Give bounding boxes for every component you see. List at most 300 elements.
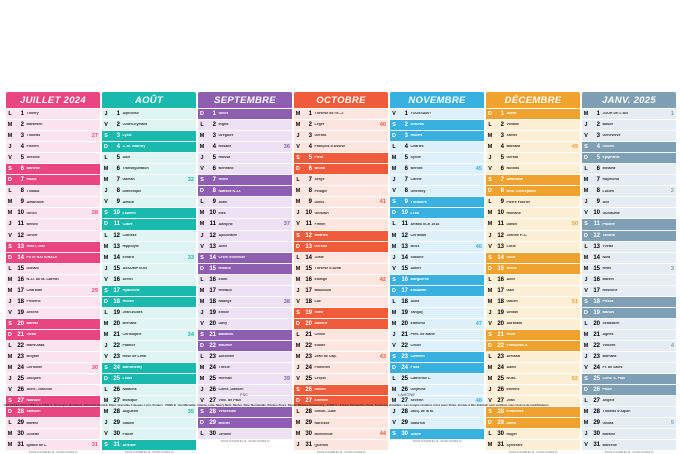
day-row[interactable] <box>294 308 388 319</box>
day-letter: V <box>488 243 492 250</box>
saint-label: Séverin <box>410 399 424 403</box>
day-number: 9 <box>596 199 600 206</box>
day-row[interactable] <box>102 142 196 153</box>
saint-label: Marcel <box>602 277 614 281</box>
day-row[interactable] <box>6 297 100 308</box>
day-number: 10 <box>401 210 408 217</box>
day-row[interactable] <box>582 164 676 175</box>
day-row[interactable] <box>294 352 388 363</box>
day-letter: M <box>295 354 301 361</box>
day-number: 5 <box>404 155 408 162</box>
day-row[interactable] <box>390 286 484 297</box>
day-row[interactable] <box>390 297 484 308</box>
day-row[interactable] <box>294 186 388 197</box>
day-row[interactable] <box>390 264 484 275</box>
day-row[interactable] <box>102 231 196 242</box>
day-row[interactable] <box>198 231 292 242</box>
day-row[interactable] <box>486 120 580 131</box>
day-letter: V <box>488 320 492 327</box>
saint-label: Quentin <box>314 443 329 447</box>
day-number: 24 <box>401 365 408 372</box>
day-letter: J <box>488 309 492 316</box>
day-row[interactable] <box>198 186 292 197</box>
day-row[interactable] <box>102 352 196 363</box>
day-row[interactable] <box>6 131 100 142</box>
saint-label: Victor <box>26 333 37 337</box>
day-letter: D <box>104 298 108 305</box>
day-row[interactable] <box>6 275 100 286</box>
day-letter: M <box>487 210 493 217</box>
day-row[interactable] <box>102 308 196 319</box>
day-row[interactable] <box>582 231 676 242</box>
day-row[interactable] <box>6 120 100 131</box>
day-row[interactable] <box>486 286 580 297</box>
day-row[interactable] <box>198 131 292 142</box>
day-row[interactable] <box>6 186 100 197</box>
day-row[interactable] <box>390 109 484 120</box>
day-row[interactable] <box>486 341 580 352</box>
day-row[interactable] <box>6 208 100 219</box>
saint-name <box>26 123 88 127</box>
day-letter: J <box>296 210 300 217</box>
day-row[interactable] <box>198 308 292 319</box>
day-row[interactable] <box>6 164 100 175</box>
day-row[interactable] <box>390 242 484 253</box>
saint-label: Matthieu <box>218 333 234 337</box>
saint-label: Louis <box>122 377 133 381</box>
day-row[interactable] <box>390 407 484 418</box>
day-row[interactable] <box>198 120 292 131</box>
day-row[interactable] <box>294 109 388 120</box>
day-row[interactable] <box>294 407 388 418</box>
day-row[interactable] <box>486 407 580 418</box>
day-row[interactable] <box>486 131 580 142</box>
day-row[interactable] <box>582 440 676 451</box>
day-letter: V <box>296 298 300 305</box>
day-row[interactable] <box>294 275 388 286</box>
day-row[interactable] <box>102 297 196 308</box>
day-row[interactable] <box>390 352 484 363</box>
saint-name <box>26 234 88 238</box>
day-row[interactable] <box>582 418 676 429</box>
day-number: 1 <box>308 111 312 118</box>
day-row[interactable] <box>582 363 676 374</box>
day-row[interactable] <box>6 142 100 153</box>
day-row[interactable] <box>486 374 580 385</box>
day-row[interactable] <box>486 253 580 264</box>
day-row[interactable] <box>582 264 676 275</box>
day-row[interactable] <box>102 429 196 440</box>
day-row[interactable] <box>6 286 100 297</box>
day-row[interactable] <box>102 164 196 175</box>
day-row[interactable] <box>582 131 676 142</box>
saint-name <box>26 300 88 304</box>
saint-label: Simon, Jude <box>314 410 336 414</box>
day-row[interactable] <box>6 253 100 264</box>
day-row[interactable] <box>294 219 388 230</box>
day-number: 17 <box>209 287 216 294</box>
day-row[interactable] <box>198 109 292 120</box>
saint-name <box>218 311 280 315</box>
day-row[interactable] <box>390 208 484 219</box>
saint-name <box>506 145 568 149</box>
day-row[interactable] <box>486 197 580 208</box>
day-row[interactable] <box>486 275 580 286</box>
saint-name <box>218 355 280 359</box>
day-row[interactable] <box>582 374 676 385</box>
day-row[interactable] <box>102 109 196 120</box>
day-number: 16 <box>209 276 216 283</box>
day-row[interactable] <box>582 186 676 197</box>
day-row[interactable] <box>294 341 388 352</box>
day-row[interactable] <box>390 186 484 197</box>
day-row[interactable] <box>582 407 676 418</box>
day-row[interactable] <box>582 319 676 330</box>
day-letter: S <box>200 177 204 184</box>
day-row[interactable] <box>582 153 676 164</box>
saint-name <box>26 278 88 282</box>
day-row[interactable] <box>582 142 676 153</box>
day-row[interactable] <box>294 330 388 341</box>
day-row[interactable] <box>198 286 292 297</box>
day-row[interactable] <box>198 242 292 253</box>
saint-label: Ulrich <box>26 211 37 215</box>
day-row[interactable] <box>102 208 196 219</box>
saint-label: ARMISTICE 1918 <box>410 222 440 226</box>
day-row[interactable] <box>390 164 484 175</box>
day-row[interactable] <box>294 164 388 175</box>
day-row[interactable] <box>6 153 100 164</box>
day-row[interactable] <box>294 319 388 330</box>
day-row[interactable] <box>582 175 676 186</box>
day-number: 26 <box>17 387 24 394</box>
day-row[interactable] <box>6 264 100 275</box>
day-letter: M <box>103 166 109 173</box>
day-row[interactable] <box>582 429 676 440</box>
day-row[interactable] <box>198 197 292 208</box>
saint-name <box>602 366 664 370</box>
day-number: 27 <box>593 398 600 405</box>
day-row[interactable] <box>294 374 388 385</box>
day-row[interactable] <box>294 175 388 186</box>
saint-label: Urbain <box>506 311 518 315</box>
saint-label: André <box>410 432 421 436</box>
day-number: 28 <box>497 409 504 416</box>
day-row[interactable] <box>102 120 196 131</box>
saint-label: Roger <box>506 432 517 436</box>
day-row[interactable] <box>390 231 484 242</box>
saint-label: Frédéric <box>26 299 41 303</box>
day-row[interactable] <box>198 153 292 164</box>
day-letter: M <box>487 287 493 294</box>
day-letter: J <box>488 387 492 394</box>
day-letter: D <box>296 320 300 327</box>
day-row[interactable] <box>102 275 196 286</box>
day-row[interactable] <box>294 253 388 264</box>
day-row[interactable] <box>582 253 676 264</box>
day-letter: D <box>584 232 588 239</box>
day-row[interactable] <box>486 418 580 429</box>
day-number: 4 <box>116 144 120 151</box>
day-row[interactable] <box>6 231 100 242</box>
day-row[interactable] <box>582 308 676 319</box>
day-number: 18 <box>113 298 120 305</box>
saint-label: Adeline <box>314 322 328 326</box>
day-number: 13 <box>497 243 504 250</box>
day-row[interactable] <box>198 208 292 219</box>
day-row[interactable] <box>582 120 676 131</box>
day-row[interactable] <box>582 109 676 120</box>
day-row[interactable] <box>102 407 196 418</box>
day-row[interactable] <box>102 219 196 230</box>
day-number: 20 <box>113 320 120 327</box>
day-row[interactable] <box>102 341 196 352</box>
day-letter: L <box>8 265 12 272</box>
day-row[interactable] <box>294 153 388 164</box>
day-row[interactable] <box>6 352 100 363</box>
saint-name <box>410 234 472 238</box>
day-row[interactable] <box>198 407 292 418</box>
day-row[interactable] <box>486 264 580 275</box>
saint-name <box>410 433 472 437</box>
day-row[interactable] <box>6 109 100 120</box>
day-row[interactable] <box>582 219 676 230</box>
day-row[interactable] <box>486 153 580 164</box>
day-letter: D <box>488 188 492 195</box>
saint-label: Marius <box>602 311 615 315</box>
day-number: 1 <box>116 111 120 118</box>
day-number: 27 <box>497 398 504 405</box>
day-letter: M <box>7 276 13 283</box>
day-row[interactable] <box>294 197 388 208</box>
day-number: 22 <box>17 343 24 349</box>
day-row[interactable] <box>486 308 580 319</box>
day-row[interactable] <box>102 418 196 429</box>
saint-name <box>122 444 184 448</box>
day-letter: L <box>200 122 204 129</box>
day-row[interactable] <box>198 297 292 308</box>
day-row[interactable] <box>6 440 100 451</box>
day-row[interactable] <box>294 297 388 308</box>
day-row[interactable] <box>486 429 580 440</box>
day-row[interactable] <box>294 142 388 153</box>
saint-label: Emilie <box>218 311 230 315</box>
day-row[interactable] <box>486 186 580 197</box>
day-row[interactable] <box>6 418 100 429</box>
day-row[interactable] <box>390 120 484 131</box>
day-row[interactable] <box>294 363 388 374</box>
day-row[interactable] <box>294 208 388 219</box>
day-row[interactable] <box>6 341 100 352</box>
day-row[interactable] <box>198 175 292 186</box>
saint-name <box>410 289 472 293</box>
day-number: 9 <box>116 199 120 206</box>
saint-label: Gérald <box>506 156 518 160</box>
day-row[interactable] <box>198 429 292 440</box>
day-row[interactable] <box>6 175 100 186</box>
day-row[interactable] <box>198 330 292 341</box>
day-row[interactable] <box>390 253 484 264</box>
day-row[interactable] <box>6 363 100 374</box>
day-letter: M <box>583 331 589 338</box>
day-row[interactable] <box>294 120 388 131</box>
saint-label: Crépin <box>314 377 326 381</box>
day-row[interactable] <box>198 164 292 175</box>
day-row[interactable] <box>102 153 196 164</box>
day-letter: M <box>7 354 13 361</box>
day-row[interactable] <box>486 142 580 153</box>
day-row[interactable] <box>102 242 196 253</box>
day-row[interactable] <box>102 330 196 341</box>
day-row[interactable] <box>582 352 676 363</box>
day-row[interactable] <box>102 374 196 385</box>
day-row[interactable] <box>582 286 676 297</box>
day-row[interactable] <box>6 319 100 330</box>
day-row[interactable] <box>390 308 484 319</box>
day-letter: S <box>392 276 396 283</box>
day-row[interactable] <box>390 197 484 208</box>
saint-label: Inès <box>218 211 226 215</box>
day-letter: M <box>199 365 205 372</box>
day-number: 12 <box>209 232 216 239</box>
saint-name <box>314 377 376 381</box>
saint-label: Angèle <box>602 399 615 403</box>
day-number: 13 <box>113 243 120 250</box>
day-row[interactable] <box>198 275 292 286</box>
day-row[interactable] <box>582 197 676 208</box>
day-row[interactable] <box>582 297 676 308</box>
day-row[interactable] <box>198 374 292 385</box>
day-row[interactable] <box>486 208 580 219</box>
day-row[interactable] <box>390 363 484 374</box>
day-row[interactable] <box>102 363 196 374</box>
day-number: 24 <box>593 365 600 372</box>
day-row[interactable] <box>390 275 484 286</box>
day-row[interactable] <box>294 231 388 242</box>
saint-label: TOUSSAINT <box>410 112 432 116</box>
day-number: 23 <box>113 354 120 361</box>
day-row[interactable] <box>390 341 484 352</box>
day-row[interactable] <box>294 264 388 275</box>
saint-name <box>122 178 184 182</box>
day-row[interactable] <box>582 341 676 352</box>
day-row[interactable] <box>294 440 388 451</box>
day-number: 18 <box>305 298 312 305</box>
day-row[interactable] <box>486 352 580 363</box>
saint-name <box>506 167 568 171</box>
day-row[interactable] <box>198 253 292 264</box>
day-row[interactable] <box>486 297 580 308</box>
saint-label: Martine <box>602 432 616 436</box>
day-number: 7 <box>116 177 120 184</box>
day-row[interactable] <box>390 175 484 186</box>
day-number: 4 <box>20 144 24 151</box>
saint-name <box>602 300 664 304</box>
day-row[interactable] <box>486 109 580 120</box>
day-row[interactable] <box>6 374 100 385</box>
day-row[interactable] <box>390 418 484 429</box>
day-row[interactable] <box>582 330 676 341</box>
day-letter: M <box>7 287 13 294</box>
day-row[interactable] <box>198 319 292 330</box>
day-row[interactable] <box>102 175 196 186</box>
day-row[interactable] <box>102 253 196 264</box>
day-row[interactable] <box>198 418 292 429</box>
day-row[interactable] <box>6 308 100 319</box>
day-letter: S <box>584 298 588 305</box>
day-row[interactable] <box>582 208 676 219</box>
day-row[interactable] <box>198 363 292 374</box>
day-row[interactable] <box>294 429 388 440</box>
day-row[interactable] <box>102 197 196 208</box>
day-row[interactable] <box>102 264 196 275</box>
day-row[interactable] <box>102 286 196 297</box>
day-row[interactable] <box>390 319 484 330</box>
day-row[interactable] <box>582 242 676 253</box>
day-row[interactable] <box>390 330 484 341</box>
day-row[interactable] <box>390 219 484 230</box>
day-row[interactable] <box>486 231 580 242</box>
day-row[interactable] <box>390 131 484 142</box>
day-row[interactable] <box>294 242 388 253</box>
saint-name <box>506 355 568 359</box>
day-row[interactable] <box>390 429 484 440</box>
day-row[interactable] <box>6 330 100 341</box>
day-row[interactable] <box>6 429 100 440</box>
day-row[interactable] <box>486 242 580 253</box>
day-row[interactable] <box>102 186 196 197</box>
day-row[interactable] <box>6 197 100 208</box>
week-number: 36 <box>283 144 290 151</box>
day-row[interactable] <box>198 264 292 275</box>
day-row[interactable] <box>6 219 100 230</box>
day-row[interactable] <box>294 418 388 429</box>
day-row[interactable] <box>390 153 484 164</box>
day-row[interactable] <box>486 175 580 186</box>
day-row[interactable] <box>390 374 484 385</box>
day-row[interactable] <box>102 131 196 142</box>
day-row[interactable] <box>6 242 100 253</box>
week-number: 37 <box>283 221 290 228</box>
day-number: 11 <box>497 221 504 228</box>
day-row[interactable] <box>294 131 388 142</box>
day-letter: S <box>200 409 204 416</box>
day-row[interactable] <box>294 286 388 297</box>
day-row[interactable] <box>198 352 292 363</box>
day-row[interactable] <box>6 407 100 418</box>
day-row[interactable] <box>582 275 676 286</box>
day-row[interactable] <box>486 440 580 451</box>
week-number: 51 <box>571 298 578 305</box>
day-row[interactable] <box>486 319 580 330</box>
saint-name <box>602 223 664 227</box>
day-row[interactable] <box>486 330 580 341</box>
day-row[interactable] <box>198 142 292 153</box>
day-letter: D <box>488 343 492 349</box>
day-row[interactable] <box>198 341 292 352</box>
day-row[interactable] <box>102 319 196 330</box>
day-row[interactable] <box>102 440 196 451</box>
day-row[interactable] <box>198 219 292 230</box>
day-row[interactable] <box>390 142 484 153</box>
day-letter: S <box>488 409 492 416</box>
day-number: 27 <box>113 398 120 405</box>
day-number: 29 <box>593 420 600 427</box>
day-row[interactable] <box>486 219 580 230</box>
day-letter: D <box>200 188 204 195</box>
day-row[interactable] <box>486 363 580 374</box>
day-row[interactable] <box>486 164 580 175</box>
